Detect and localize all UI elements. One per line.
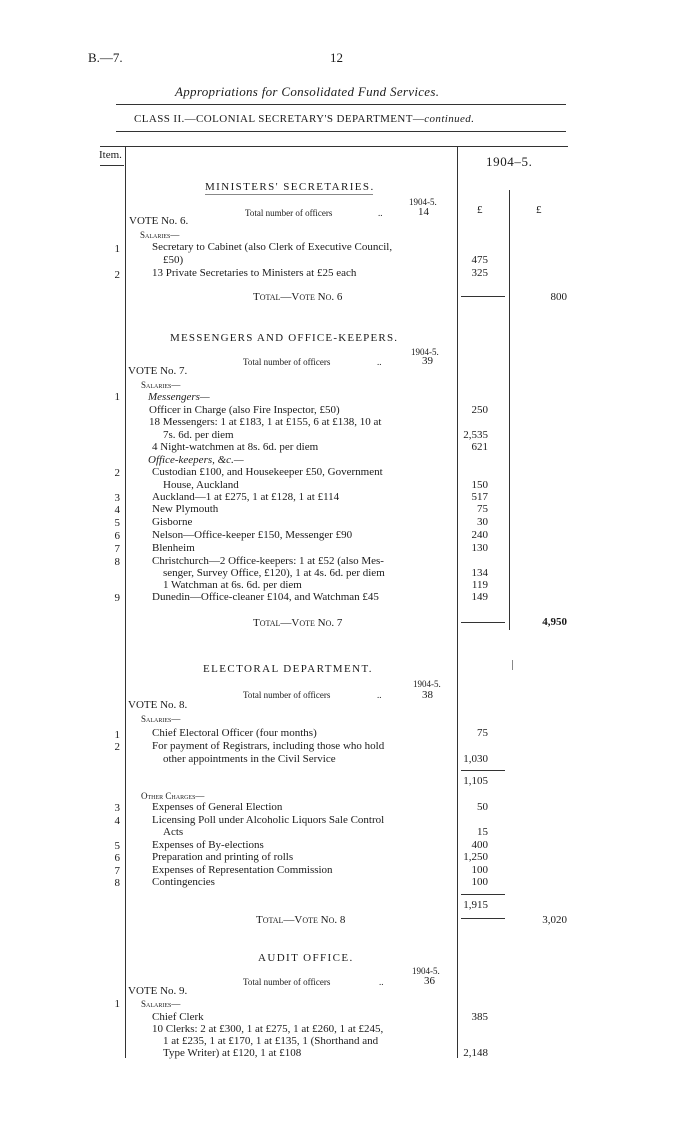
vote-7-row3-amount: 621 bbox=[471, 441, 488, 453]
vote-8-row4-text-cont: Acts bbox=[163, 826, 184, 838]
vote-8-item-2: 2 bbox=[114, 741, 120, 753]
vote-6-row1-text: Secretary to Cabinet (also Clerk of Executive Council, bbox=[152, 241, 393, 253]
vote-7-item-2: 2 bbox=[114, 467, 120, 479]
vote-8-item-1: 1 bbox=[114, 729, 120, 741]
document-reference: B.—7. bbox=[88, 50, 123, 65]
pound-header-amount: £ bbox=[477, 204, 483, 216]
audit-officers-year: 1904-5. bbox=[412, 966, 440, 976]
vote-6-row1-text-cont: £50) bbox=[163, 254, 184, 266]
vote-8-row6-amount: 1,250 bbox=[463, 851, 488, 863]
vote-7-row4-text-cont: House, Auckland bbox=[163, 479, 239, 491]
electoral-heading: ELECTORAL DEPARTMENT. bbox=[203, 663, 373, 675]
vote-6-row1-amount: 475 bbox=[471, 254, 488, 266]
vote-7-total: 4,950 bbox=[542, 616, 567, 628]
vote-8-row4-amount: 15 bbox=[477, 826, 488, 838]
vote-7-row5-amount: 517 bbox=[471, 491, 488, 503]
vote-6-item-1: 1 bbox=[114, 243, 120, 255]
year-column-header: 1904–5. bbox=[486, 154, 533, 169]
vote-9-row2-amount: 2,148 bbox=[463, 1047, 488, 1059]
vote-7-item-5: 5 bbox=[114, 517, 120, 529]
vote-6-item-2: 2 bbox=[114, 269, 120, 281]
vote-6-total-rule bbox=[461, 296, 505, 297]
vote-8-row3-text: Expenses of General Election bbox=[152, 801, 283, 813]
vote-7-row1-text: Officer in Charge (also Fire Inspector, £50) bbox=[149, 404, 340, 416]
audit-officers-label: Total number of officers bbox=[243, 977, 331, 987]
vote-7-row7-amount: 30 bbox=[477, 516, 488, 528]
vote-8-row5-text: Expenses of By-elections bbox=[152, 839, 264, 851]
vote-7-item-3: 3 bbox=[114, 492, 120, 504]
vote-7-row1-amount: 250 bbox=[471, 404, 488, 416]
vote-8-total-label: Total—Vote No. 8 bbox=[256, 914, 346, 926]
vote-8-other-subtotal: 1,915 bbox=[463, 899, 488, 911]
vote-8-other-charges: Other Charges— bbox=[141, 791, 205, 801]
vote-7-row9-amount: 130 bbox=[471, 542, 488, 554]
vote-8-row8-text: Contingencies bbox=[152, 876, 215, 888]
vote-7-label: VOTE No. 7. bbox=[128, 365, 188, 377]
vote-9-salaries: Salaries— bbox=[141, 999, 181, 1009]
audit-heading: AUDIT OFFICE. bbox=[258, 952, 354, 964]
vote-8-salaries: Salaries— bbox=[141, 714, 181, 724]
messengers-heading: MESSENGERS AND OFFICE-KEEPERS. bbox=[170, 332, 399, 344]
vote-7-row6-text: New Plymouth bbox=[152, 503, 219, 515]
messengers-officers-count: 39 bbox=[422, 355, 433, 367]
vote-8-total: 3,020 bbox=[542, 914, 567, 926]
vote-7-row5-text: Auckland—1 at £275, 1 at £128, 1 at £114 bbox=[152, 491, 340, 503]
item-header-rule bbox=[100, 165, 124, 166]
ministers-officers-year: 1904-5. bbox=[409, 197, 437, 207]
vote-8-row2-text: For payment of Registrars, including those who hold bbox=[152, 740, 385, 752]
vote-8-row2-text-cont: other appointments in the Civil Service bbox=[163, 753, 336, 765]
vote-8-salaries-subtotal: 1,105 bbox=[463, 775, 488, 787]
vote-8-row7-amount: 100 bbox=[471, 864, 488, 876]
vote-8-item-8: 8 bbox=[114, 877, 120, 889]
vote-6-label: VOTE No. 6. bbox=[129, 215, 189, 227]
vote-6-total-label: Total—Vote No. 6 bbox=[253, 291, 343, 303]
vote-7-row12-amount: 149 bbox=[471, 591, 488, 603]
vote-9-row1-text: Chief Clerk bbox=[152, 1011, 204, 1023]
vote-7-item-1: 1 bbox=[114, 391, 120, 403]
vote-8-item-6: 6 bbox=[114, 852, 120, 864]
page-title: Appropriations for Consolidated Fund Services. bbox=[175, 84, 440, 99]
vote-7-row2-text: 18 Messengers: 1 at £183, 1 at £155, 6 at £138, 10 at bbox=[149, 416, 382, 428]
vote-7-row10-text: Christchurch—2 Office-keepers: 1 at £52 (also Mes- bbox=[152, 555, 384, 567]
electoral-officers-year: 1904-5. bbox=[413, 679, 441, 689]
vote-8-row3-amount: 50 bbox=[477, 801, 488, 813]
vote-7-row3-text: 4 Night-watchmen at 8s. 6d. per diem bbox=[152, 441, 319, 453]
vote-8-item-3: 3 bbox=[114, 802, 120, 814]
vote-8-salaries-rule bbox=[461, 770, 505, 771]
vote-9-item-1: 1 bbox=[114, 998, 120, 1010]
class-title: CLASS II.—COLONIAL SECRETARY'S DEPARTMENT—continued. bbox=[134, 113, 475, 125]
audit-officers-dots: .. bbox=[379, 977, 384, 987]
vote-7-row9-text: Blenheim bbox=[152, 542, 195, 554]
vote-7-salaries: Salaries— bbox=[141, 380, 181, 390]
vote-8-item-5: 5 bbox=[114, 840, 120, 852]
vote-9-row2-text: 10 Clerks: 2 at £300, 1 at £275, 1 at £260, 1 at £245, bbox=[152, 1023, 384, 1035]
ministers-heading-rule bbox=[205, 194, 373, 195]
messengers-officers-year: 1904-5. bbox=[411, 347, 439, 357]
vote-7-row2-amount: 2,535 bbox=[463, 429, 488, 441]
ministers-officers-dots: .. bbox=[378, 208, 383, 218]
vote-7-row12-text: Dunedin—Office-cleaner £104, and Watchman £45 bbox=[152, 591, 379, 603]
total-column-divider-mark bbox=[512, 660, 513, 670]
vote-7-total-label: Total—Vote No. 7 bbox=[253, 617, 343, 629]
vote-7-row8-text: Nelson—Office-keeper £150, Messenger £90 bbox=[152, 529, 353, 541]
total-column-divider-upper bbox=[509, 190, 510, 630]
vote-7-row7-text: Gisborne bbox=[152, 516, 193, 528]
vote-7-total-rule bbox=[461, 622, 505, 623]
vote-6-salaries: Salaries— bbox=[140, 230, 180, 240]
item-column-divider bbox=[125, 146, 126, 1058]
vote-9-label: VOTE No. 9. bbox=[128, 985, 188, 997]
ministers-officers-count: 14 bbox=[418, 206, 429, 218]
vote-7-item-8: 8 bbox=[114, 556, 120, 568]
vote-8-total-rule bbox=[461, 918, 505, 919]
class-rule bbox=[116, 131, 566, 132]
vote-8-row4-text: Licensing Poll under Alcoholic Liquors Sale Control bbox=[152, 814, 385, 826]
vote-7-row10-text-cont: senger, Survey Office, £120), 1 at 4s. 6d. per diem bbox=[163, 567, 385, 579]
ministers-officers-label: Total number of officers bbox=[245, 208, 333, 218]
vote-7-row4-text: Custodian £100, and Housekeeper £50, Government bbox=[152, 466, 383, 478]
vote-7-item-4: 4 bbox=[114, 504, 120, 516]
vote-7-row8-amount: 240 bbox=[471, 529, 488, 541]
vote-6-row2-text: 13 Private Secretaries to Ministers at £25 each bbox=[152, 267, 357, 279]
vote-7-row10-amount: 134 bbox=[471, 567, 488, 579]
page-number: 12 bbox=[330, 50, 343, 65]
vote-7-row11-text: 1 Watchman at 6s. 6d. per diem bbox=[163, 579, 302, 591]
vote-8-row5-amount: 400 bbox=[471, 839, 488, 851]
vote-9-row2-text-cont2: Type Writer) at £120, 1 at £108 bbox=[163, 1047, 302, 1059]
vote-8-row6-text: Preparation and printing of rolls bbox=[152, 851, 294, 863]
ministers-heading: MINISTERS' SECRETARIES. bbox=[205, 181, 375, 193]
vote-8-item-4: 4 bbox=[114, 815, 120, 827]
vote-7-item-9: 9 bbox=[114, 592, 120, 604]
vote-8-other-rule bbox=[461, 894, 505, 895]
vote-7-row2-text-cont: 7s. 6d. per diem bbox=[163, 429, 234, 441]
messengers-officers-label: Total number of officers bbox=[243, 357, 331, 367]
vote-9-row1-amount: 385 bbox=[471, 1011, 488, 1023]
table-top-rule bbox=[100, 146, 568, 147]
vote-8-row1-amount: 75 bbox=[477, 727, 488, 739]
pound-header-total: £ bbox=[536, 204, 542, 216]
vote-7-messengers-subheading: Messengers— bbox=[148, 391, 210, 403]
vote-7-row6-amount: 75 bbox=[477, 503, 488, 515]
electoral-officers-count: 38 bbox=[422, 689, 433, 701]
vote-7-item-6: 6 bbox=[114, 530, 120, 542]
vote-8-row1-text: Chief Electoral Officer (four months) bbox=[152, 727, 317, 739]
vote-8-item-7: 7 bbox=[114, 865, 120, 877]
vote-7-row11-amount: 119 bbox=[471, 579, 488, 591]
vote-6-row2-amount: 325 bbox=[471, 267, 488, 279]
vote-7-item-7: 7 bbox=[114, 543, 120, 555]
vote-8-row7-text: Expenses of Representation Commission bbox=[152, 864, 333, 876]
electoral-officers-dots: .. bbox=[377, 690, 382, 700]
vote-8-row8-amount: 100 bbox=[471, 876, 488, 888]
audit-officers-count: 36 bbox=[424, 975, 435, 987]
vote-8-row2-amount: 1,030 bbox=[463, 753, 488, 765]
vote-7-officekeepers-subheading: Office-keepers, &c.— bbox=[148, 454, 244, 466]
vote-8-label: VOTE No. 8. bbox=[128, 699, 188, 711]
messengers-officers-dots: .. bbox=[377, 357, 382, 367]
electoral-officers-label: Total number of officers bbox=[243, 690, 331, 700]
vote-6-total: 800 bbox=[550, 291, 567, 303]
title-rule bbox=[116, 104, 566, 105]
vote-7-row4-amount: 150 bbox=[471, 479, 488, 491]
vote-9-row2-text-cont: 1 at £235, 1 at £170, 1 at £135, 1 (Shorthand and bbox=[163, 1035, 379, 1047]
item-column-header: Item. bbox=[99, 149, 122, 161]
